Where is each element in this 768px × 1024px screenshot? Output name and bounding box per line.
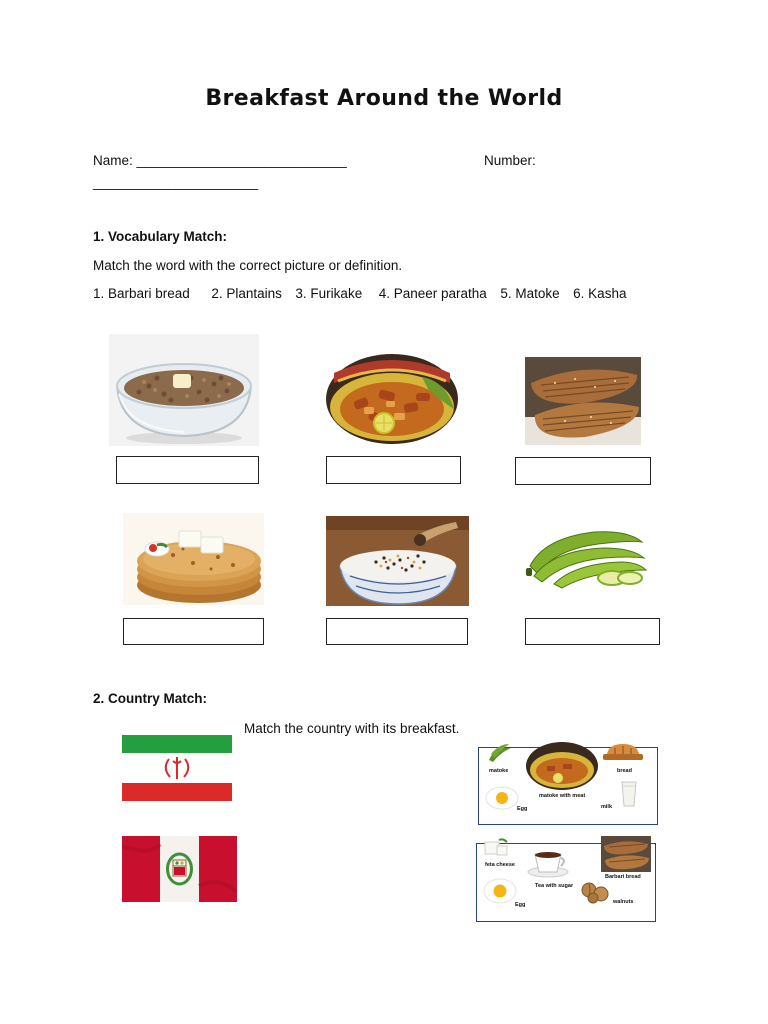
card2-label-walnuts: walnuts <box>613 899 634 905</box>
iran-flag <box>122 735 232 801</box>
word-2: 2. Plantains <box>211 286 282 301</box>
peru-flag <box>122 836 237 902</box>
breakfast-card-2[interactable] <box>476 843 656 922</box>
tea-icon <box>527 846 569 878</box>
matoke-picture <box>324 351 460 445</box>
answer-box-1[interactable] <box>116 456 259 484</box>
section-2-instruction: Match the country with its breakfast. <box>244 721 460 736</box>
word-1: 1. Barbari bread <box>93 286 190 301</box>
plantains-picture <box>524 518 647 590</box>
breakfast-card-1[interactable] <box>478 747 658 825</box>
card1-label-milk: milk <box>601 804 613 810</box>
egg-icon <box>483 878 517 904</box>
page-title: Breakfast Around the World <box>205 86 563 111</box>
number-label: Number: <box>484 153 536 168</box>
card1-label-bread: bread <box>617 768 632 774</box>
word-3: 3. Furikake <box>295 286 363 301</box>
barbari-bread-picture <box>525 357 641 445</box>
answer-box-3[interactable] <box>515 457 651 485</box>
card1-label-matoke: matoke <box>489 768 509 774</box>
name-field[interactable]: Name: ____________________________ <box>93 153 347 168</box>
egg-icon <box>485 786 519 810</box>
section-1-heading: 1. Vocabulary Match: <box>93 229 228 244</box>
milk-icon <box>619 780 639 808</box>
matoke-icon <box>487 742 513 764</box>
furikake-picture <box>326 516 469 606</box>
feta-cheese-icon <box>483 838 509 858</box>
card2-label-barbari-bread: Barbari bread <box>605 874 641 880</box>
answer-box-6[interactable] <box>525 618 660 645</box>
answer-box-2[interactable] <box>326 456 461 484</box>
card1-label-egg: Egg <box>517 806 528 812</box>
section-2-heading: 2. Country Match: <box>93 691 208 706</box>
word-6: 6. Kasha <box>573 286 627 301</box>
word-4: 4. Paneer paratha <box>378 286 487 301</box>
card2-label-feta-cheese: feta cheese <box>485 862 515 868</box>
card2-label-egg: Egg <box>515 902 526 908</box>
word-5: 5. Matoke <box>500 286 560 301</box>
matoke-with-meat-icon <box>525 740 599 790</box>
walnuts-icon <box>579 880 613 904</box>
answer-box-4[interactable] <box>123 618 264 645</box>
section-1-instruction: Match the word with the correct picture or definition. <box>93 258 403 273</box>
barbari-bread-icon <box>601 836 651 872</box>
answer-box-5[interactable] <box>326 618 468 645</box>
card1-label-matoke-with-meat: matoke with meat <box>539 793 586 799</box>
kasha-picture <box>109 334 259 446</box>
word-bank <box>93 286 626 301</box>
card2-label-tea-with-sugar: Tea with sugar <box>535 883 574 889</box>
number-field[interactable]: ______________________ <box>93 175 259 190</box>
paneer-paratha-picture <box>123 513 264 605</box>
bread-icon <box>601 742 645 762</box>
